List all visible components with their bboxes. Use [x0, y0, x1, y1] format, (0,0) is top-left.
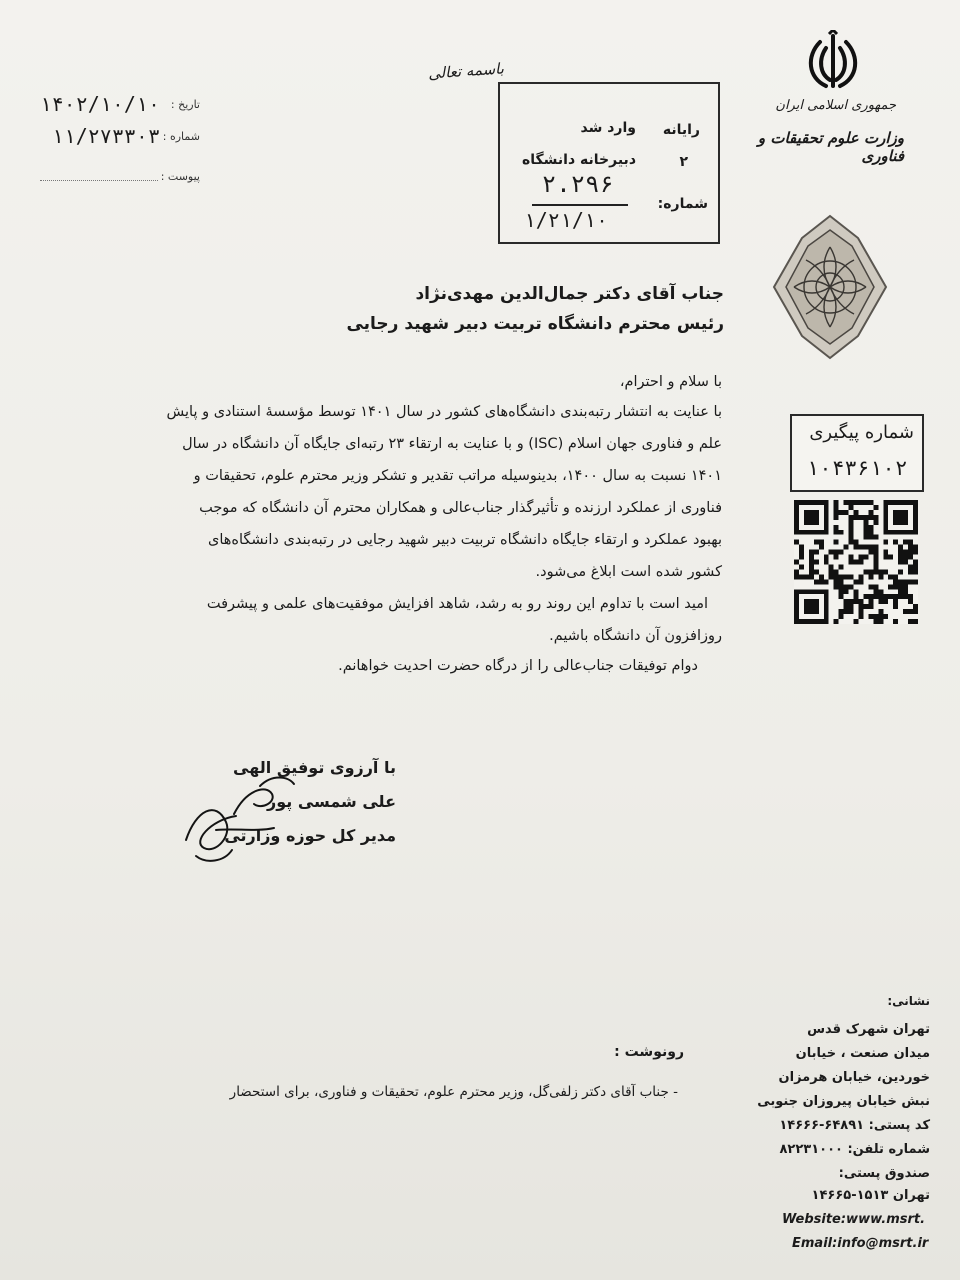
- body-line-4: فناوری از عملکرد ارزنده و تأثیرگذار جناب‌عالی و همکاران محترم آن دانشگاه که موجب: [199, 500, 722, 516]
- signature-closing: با آرزوی توفیق الهی: [233, 758, 396, 777]
- body-line-5: بهبود عملکرد و ارتقاء جایگاه دانشگاه تربیت دبیر شهید رجایی در رتبه‌بندی دانشگاه‌های: [208, 532, 722, 548]
- signature-name: علی شمسی پور: [267, 792, 396, 811]
- stamp-underline: [532, 204, 628, 206]
- recipient-line2: رئیس محترم دانشگاه تربیت دبیر شهید رجایی: [346, 314, 724, 334]
- body-line-3: ۱۴۰۱ نسبت به سال ۱۴۰۰، بدینوسیله مراتب تقدیر و تشکر وزیر محترم علوم، تحقیقات و: [193, 468, 722, 484]
- body-greeting: با سلام و احترام،: [619, 374, 722, 390]
- body-line-6: کشور شده است ابلاغ می‌شود.: [535, 564, 722, 580]
- address-line-4: نبش خیابان پیروزان جنوبی: [757, 1094, 930, 1109]
- attachment-label: پیوست :: [160, 170, 200, 183]
- tracking-label: شماره پیگیری: [809, 422, 914, 443]
- iran-emblem-icon: [800, 30, 866, 92]
- ministry-line2: وزارت علوم تحقیقات و فناوری: [757, 129, 904, 165]
- address-postal: کد پستی: ۶۴۸۹۱-۱۴۶۶۶: [779, 1118, 930, 1133]
- address-line-3: خوردین، خیابان هرمزان: [778, 1070, 930, 1085]
- address-pobox-label: صندوق پستی:: [838, 1166, 930, 1181]
- number-row: [40, 124, 200, 150]
- signature-title: مدیر کل حوزه وزارتی: [224, 826, 396, 845]
- qr-code-icon[interactable]: [792, 500, 920, 624]
- date-label: تاریخ :: [170, 98, 200, 111]
- tracking-box: [790, 414, 924, 492]
- stamp-secretariat: دبیرخانه دانشگاه: [522, 152, 636, 168]
- recipient-line1: جناب آقای دکتر جمال‌الدین مهدی‌نژاد: [415, 284, 724, 304]
- ministry-block: [734, 98, 904, 165]
- address-pobox: تهران ۱۵۱۳-۱۴۶۶۵: [811, 1188, 930, 1203]
- stamp-received: وارد شد: [580, 120, 636, 136]
- stamp-number-label: شماره:: [657, 196, 708, 212]
- stamp-rayaneh: رایانه: [662, 122, 700, 138]
- tracking-value: ۱۰۴۳۶۱۰۲: [806, 456, 908, 480]
- stamp-line-two: ۲: [679, 154, 688, 170]
- cc-label: رونوشت :: [614, 1044, 684, 1060]
- body-line-8: روزافزون آن دانشگاه باشیم.: [549, 628, 722, 644]
- invocation-text: باسمه تعالی: [427, 59, 505, 83]
- attachment-dots: [40, 180, 158, 181]
- date-row: [39, 92, 200, 118]
- ornament-medallion-icon: [770, 212, 890, 362]
- cc-line: - جناب آقای دکتر زلفی‌گل، وزیر محترم علوم، تحقیقات و فناوری، برای استحضار: [229, 1084, 678, 1100]
- address-line-1: تهران شهرک قدس: [807, 1022, 930, 1037]
- number-value: ۱۱/۲۷۳۳۰۳: [51, 124, 160, 148]
- address-email[interactable]: Email:info@msrt.ir: [792, 1236, 929, 1251]
- address-label: نشانی:: [887, 994, 930, 1008]
- received-stamp: [498, 82, 720, 244]
- body-line-9: دوام توفیقات جناب‌عالی را از درگاه حضرت احدیت خواهانم.: [338, 658, 698, 674]
- body-line-2: علم و فناوری جهان اسلام (ISC) و با عنایت به ارتقاء ۲۳ رتبه‌ای جایگاه آن دانشگاه در سال: [182, 436, 722, 452]
- ministry-line1: جمهوری اسلامی ایران: [775, 98, 896, 113]
- stamp-number-value: ۲.۲۹۶: [541, 170, 614, 198]
- address-phone: شماره تلفن: ۸۲۲۳۱۰۰۰: [779, 1142, 930, 1157]
- stamp-date-value: ۱/۲۱/۱۰: [523, 208, 608, 232]
- handwritten-signature-icon: [176, 770, 306, 870]
- address-line-2: میدان صنعت ، خیابان: [795, 1046, 930, 1061]
- number-label: شماره :: [162, 130, 200, 143]
- body-line-7: امید است با تداوم این روند رو به رشد، شاهد افزایش موفقیت‌های علمی و پیشرفت: [206, 596, 708, 612]
- body-line-1: با عنایت به انتشار رتبه‌بندی دانشگاه‌های کشور در سال ۱۴۰۱ توسط مؤسسهٔ استنادی و پایش: [166, 404, 722, 420]
- attachment-row: [40, 168, 200, 190]
- date-value: ۱۴۰۲/۱۰/۱۰: [39, 92, 160, 116]
- address-website[interactable]: Website:www.msrt.: [782, 1212, 926, 1227]
